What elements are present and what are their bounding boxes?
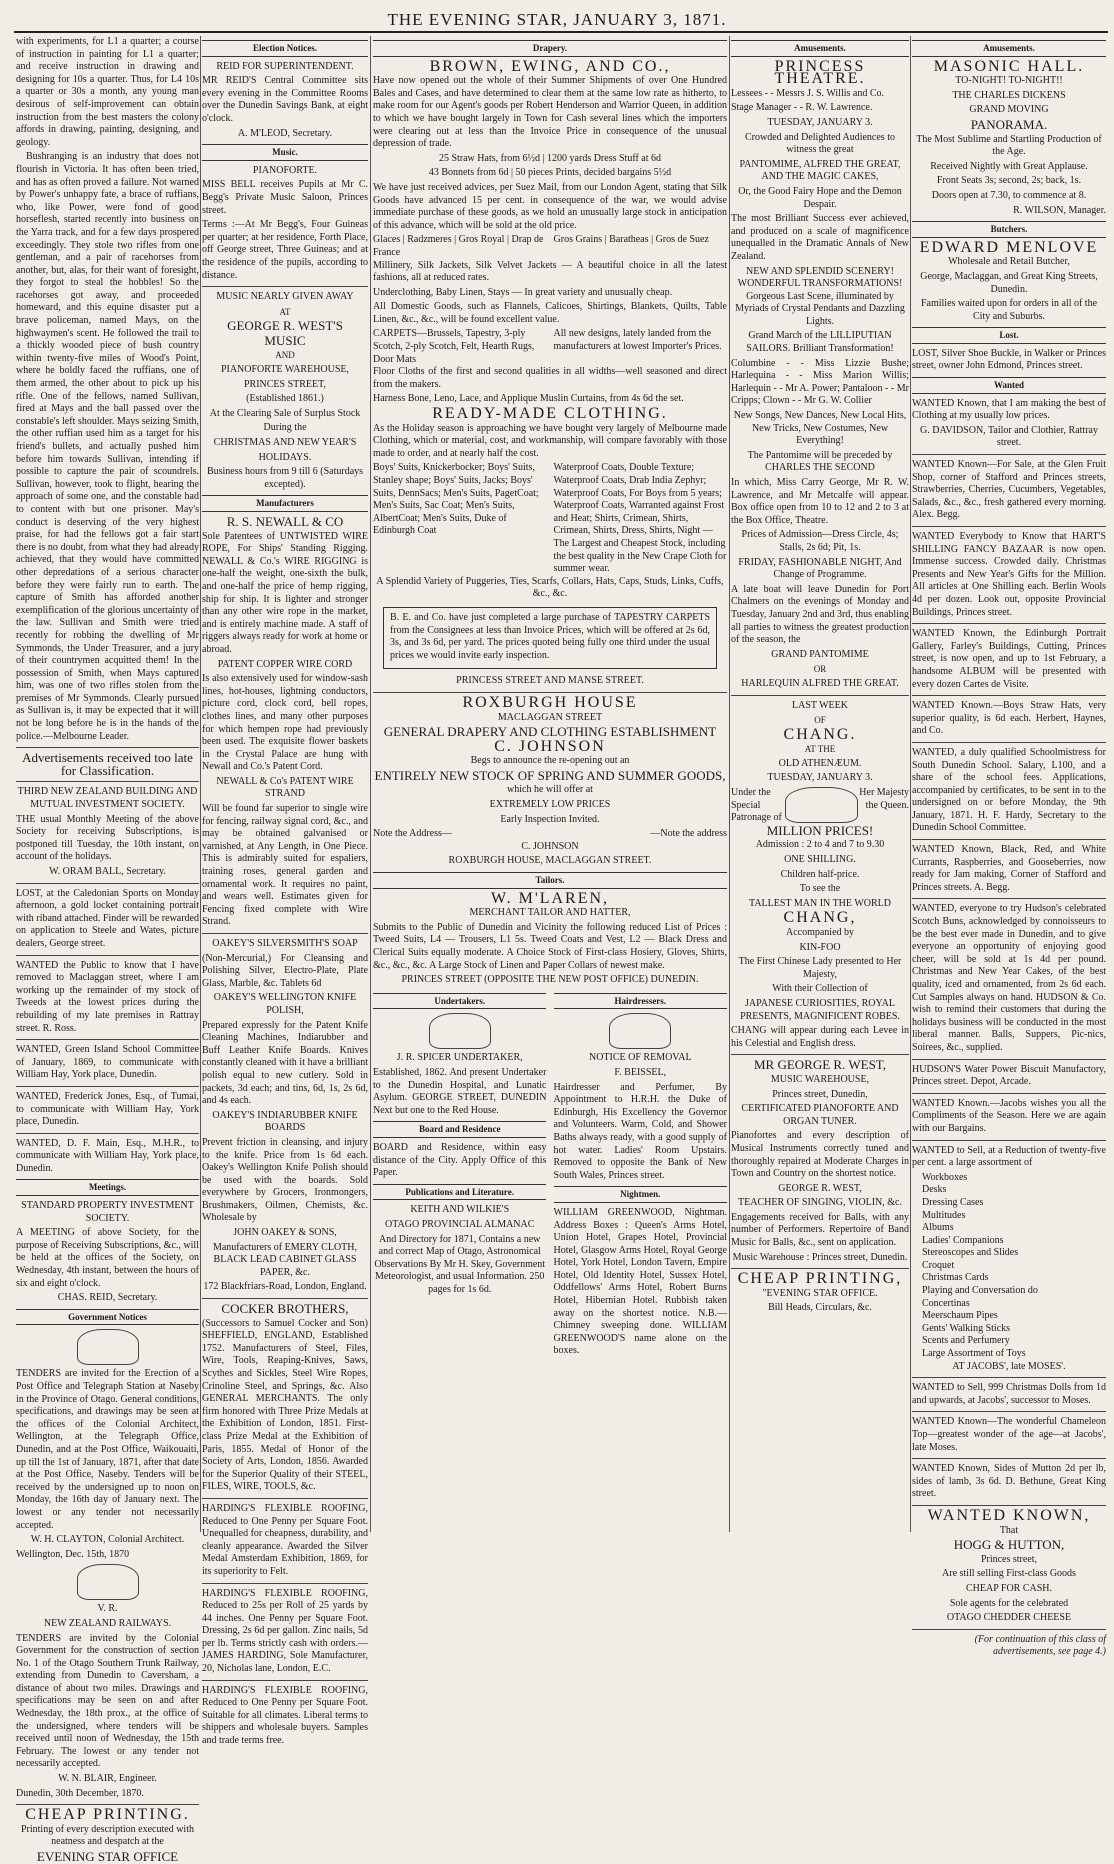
ad-text: The Most Sublime and Startling Production of the Age. [916, 133, 1102, 158]
column-3 [373, 36, 727, 1532]
ad-text: WANTED the Public to know that I have removed to Maclaggan street, where I am working up the remainder of my stock of Tweeds at the lowest prices during the rebuilding of my late premises in Rattray street. R. Ross. [16, 959, 199, 1034]
divider [202, 933, 368, 934]
suits-list [373, 462, 727, 575]
ad-date: Dunedin, 30th December, 1870. [16, 1787, 144, 1799]
ad-heading: PIANOFORTE. [252, 164, 318, 176]
ad-heading: W. M'LAREN, [490, 889, 610, 907]
ad-text: (Established 1861.) [246, 393, 324, 405]
ad-text: WANTED, a duly qualified Schoolmistress for South Dunedin School. Salary, L100, and a share of the school fees. Applications, accompanied by certificates, to be sent in to the undersigned on or before Monday, the 9th January, 1871. H. F. Hardy, Secretary to the Dunedin School Committee. [912, 746, 1106, 834]
article-text: with experiments, for L1 a quarter; a course of instruction in painting for L1 a quarter; and receive instruction in drawing and designing for 10s a quarter. Thus, for L4 10s a quarter or 30s a month, any young man desirous of self-improvement can obtain instruction from the best masters the colony affords in drawing, painting, designing, and geology. [16, 36, 199, 148]
ad-heading: PANTOMIME, ALFRED THE GREAT, AND THE MAGIC CAKES, [739, 158, 901, 183]
ad-heading: R. S. NEWALL & CO [226, 514, 344, 529]
divider [912, 898, 1106, 899]
ad-text: LOST, at the Caledonian Sports on Monday afternoon, a gold locket containing portrait with riband attached. Finder will be rewarded on application to Steele and Wates, picture dealers, George street. [16, 887, 199, 949]
list-item: Playing and Conversation do [922, 1285, 1038, 1297]
ad-heading: PATENT COPPER WIRE CORD [217, 658, 353, 670]
ad-text: WANTED Everybody to Know that HART'S SHILLING FANCY BAZAAR is now open. Immense success. Crowded daily. Christmas Presents and New Year's Gifts for the Million. All articles at One Shilling each. Berlin Wools 4d per dozen. Look out, opposite Provincial Buildings, Princes street. [912, 531, 1106, 618]
ad-text: 25 Straw Hats, from 6½d | 1200 yards Dress Stuff at 6d [438, 152, 662, 164]
ad-heading: HARLEQUIN ALFRED THE GREAT. [741, 677, 899, 689]
ad-signature: G. DAVIDSON, Tailor and Clothier, Rattray street. [920, 424, 1098, 449]
ad-text: Crowded and Delighted Audiences to witness the great [745, 131, 895, 156]
ad-text: BOARD and Residence, within easy distance of the City. Apply Office of this Paper. [373, 1141, 547, 1179]
list-item: Multitudes [922, 1209, 966, 1221]
section-label: Wanted [912, 377, 1106, 394]
ad-text: LOST, Silver Shoe Buckle, in Walker or Princes street, owner John Edmond, Princes street. [912, 347, 1106, 372]
ad-text: Columbine - - Miss Lizzie Bushe; Harlequina - - Miss Marion Willis; Harlequin - - Mr A. Power; Pantaloon - - Mr Cripps; Clown - - Mr G. W. Collier [731, 357, 909, 407]
ad-heading: LAST WEEK [791, 699, 848, 711]
ad-text: Are still selling First-class Goods [942, 1568, 1076, 1580]
ad-heading: READY-MADE CLOTHING. [432, 405, 668, 423]
ad-footer: PRINCESS STREET AND MANSE STREET. [456, 675, 644, 687]
section-label: Drapery. [373, 40, 727, 57]
ad-text: WANTED Known, Black, Red, and White Currants, Raspberries, and Gooseberries, now ready for Jam making, Corner of Stafford and Princes streets. A. Begg. [912, 844, 1106, 893]
boxed-notice [383, 607, 717, 669]
divider [731, 1054, 909, 1055]
ad-text: Millinery, Silk Jackets, Silk Velvet Jackets — A beautiful choice in all the latest fashions, all at reduced rates. [373, 259, 727, 284]
ad-text: We have just received advices, per Suez Mail, from our London Agent, stating that Silk Goods have advanced 15 per cent. in consequence of the war, we would advise immediate purchase of these goods, as we hold an unusually large stock in anticipation of this advance, which will be sold at the old price. [373, 181, 727, 231]
ad-text: WANTED, Green Island School Committee of January, 1869, to communicate with William Hay, York place, Dunedin. [16, 1044, 199, 1081]
ad-text: Families waited upon for orders in all of the City and Suburbs. [920, 298, 1098, 322]
ad-text: Established, 1862. And present Undertaker to the Dunedin Hospital, and Lunatic Asylum. GEORGE STREET, DUNEDIN Next but one to the Red House. [373, 1066, 547, 1116]
ad-heading: EDWARD MENLOVE [919, 238, 1099, 256]
ad-text: WANTED Known—The wonderful Chameleon Top—greatest wonder of the age—at Jacobs', late Moses. [912, 1416, 1106, 1453]
ad-text: Lessees - - Messrs J. S. Willis and Co. [731, 87, 885, 99]
ad-text: Prevent friction in cleansing, and injury to the knife. Price from 1s 6d each. Oakey's Wellington Knife Polish should be used with the boards. Sold everywhere by Grocers, Ironmongers, Brushmakers, Oilmen, Chemists, &c. Wholesale by [202, 1136, 368, 1224]
ad-text: Or, the Good Fairy Hope and the Demon Despair. [738, 185, 902, 210]
ad-heading: MILLION PRICES! [766, 822, 874, 838]
divider [912, 623, 1106, 624]
ad-signature: R. WILSON, Manager. [1013, 204, 1106, 216]
divider [16, 883, 199, 884]
divider [912, 695, 1106, 696]
ad-heading: CHRISTMAS AND NEW YEAR'S [213, 437, 357, 449]
ad-heading: HOLIDAYS. [258, 451, 312, 463]
masthead [0, 0, 1114, 36]
divider [202, 1498, 368, 1499]
section-label: Hairdressers. [554, 993, 727, 1010]
ad-heading: PANORAMA. [970, 116, 1048, 132]
list-item: Dressing Cases [922, 1196, 984, 1208]
divider [16, 1039, 199, 1040]
divider [912, 526, 1106, 527]
masthead-rule [14, 31, 1108, 33]
ad-heading: THIRD NEW ZEALAND BUILDING AND MUTUAL INVESTMENT SOCIETY. [17, 786, 198, 811]
divider [912, 742, 1106, 743]
ad-text: AT THE [804, 744, 836, 755]
royal-crest-icon [77, 1329, 139, 1365]
column-divider [910, 36, 911, 1532]
ad-text: which he will offer at [507, 784, 593, 796]
ad-text: At the Clearing Sale of Surplus Stock [209, 407, 361, 419]
ad-text: HARDING'S FLEXIBLE ROOFING, Reduced to 25s per Roll of 25 yards by 44 inches. One Penny per Square Foot. Dressing, 2s 6d per gallon. Zinc nails, 5d per lb. Terms strictly cash with orders.—JAMES HARDING, Sole Manufacturer, 20, Nicholas lane, London, E.C. [202, 1587, 368, 1675]
ad-text: Printing of every description executed with neatness and despatch at the [20, 1823, 194, 1848]
ad-text: Admission : 2 to 4 and 7 to 9.30 [755, 839, 885, 851]
divider [912, 1059, 1106, 1060]
ad-text: Sole Patentees of UNTWISTED WIRE ROPE, For Ships' Standing Rigging. NEWALL & Co.'s WIRE RIGGING is one-half the weight, one-sixth the bulk, and one-half the price of hemp rigging, ship for ship. It is lighter and stronger than any other wire rope in the market, and is entirely machine made. A staff of riggers always ready for work at home or abroad. [202, 530, 368, 655]
divider [16, 1133, 199, 1134]
ad-text: All Domestic Goods, such as Flannels, Calicoes, Shirtings, Blankets, Quilts, Table Linen, &c., &c., will be found excellent value. [373, 301, 727, 325]
ad-text: With their Collection of [772, 983, 868, 995]
ad-text: (Successors to Samuel Cocker and Son) SHEFFIELD, ENGLAND, Established 1752. Manufacturers of Steel, Files, Wire, Tools, Reaping-Knives, Saws, Scythes and Sickles, Steel Wire Ropes, Crinoline Steel, and Springs, &c. Also GENERAL MERCHANTS. The only firm honored with Three Prize Medals at the Exhibition of London, 1851. First-class Prize Medal at the Exhibition of Paris, 1855. Medal of Honor of the Society of Arts, London, 1856. Awarded for the Superior Quality of their STEEL, FILES, WIRE, TOOLS, &c. [202, 1317, 368, 1493]
divider [912, 1458, 1106, 1459]
ad-text: A Splendid Variety of Puggeries, Ties, Scarfs, Collars, Hats, Caps, Studs, Links, Cuffs, &c., &c. [376, 575, 724, 600]
ad-signature: W. N. BLAIR, Engineer. [58, 1773, 157, 1785]
ad-text: CHANG will appear during each Levee in his Celestial and English dress. [731, 1025, 909, 1049]
ad-text: B. E. and Co. have just completed a large purchase of TAPESTRY CARPETS from the Consignees at less than Invoice Prices, which will be offered at 2s 6d, 3s, and 3s 6d, per yard. The prices quoted being fully one third under the usual prices we would invite early inspection. [390, 611, 710, 661]
ad-text: Grand March of the LILLIPUTIAN SAILORS. Brilliant Transformation! [746, 330, 894, 355]
ad-text: Prices of Admission—Dress Circle, 4s; Stalls, 2s 6d; Pit, 1s. [741, 529, 899, 553]
ad-text: Front Seats 3s; second, 2s; back, 1s. [936, 175, 1082, 187]
list-item: Workboxes [922, 1171, 968, 1183]
column-2 [202, 36, 368, 1747]
ad-text: WANTED, Frederick Jones, Esq., of Tumai, to communicate with William Hay, York place, Dunedin. [16, 1090, 199, 1128]
section-label: Nightmen. [554, 1186, 727, 1203]
ad-footer: PRINCES STREET (OPPOSITE THE NEW POST OFFICE) DUNEDIN. [401, 974, 699, 986]
ad-text: Princes street, [980, 1553, 1038, 1565]
ad-text: MISS BELL receives Pupils at Mr C. Begg's Private Music Saloon, Princes street. [202, 179, 368, 216]
ad-text: Wholesale and Retail Butcher, [948, 256, 1070, 268]
ad-footer: EVENING STAR OFFICE [36, 1849, 179, 1864]
ad-text: WANTED to Sell, 999 Christmas Dolls from 1d and upwards, at Jacobs', successor to Moses. [912, 1382, 1106, 1406]
ad-text: OF [814, 715, 826, 726]
bottom-left [373, 989, 546, 1360]
silk-list-right: Gros Grains | Baratheas | Gros de Suez [553, 234, 709, 246]
ad-heading: MASONIC HALL. [933, 57, 1085, 75]
carpet-list-right: All new designs, lately landed from the manufacturers at lowest Importer's Prices. [553, 328, 722, 353]
ad-text: WANTED Known, the Edinburgh Portrait Gallery, Farley's Buildings, Cutting, Princes street, is now open, and up to 1st February, a handsome ALBUM will be presented with every dozen Cartes de Visite. [912, 628, 1106, 690]
ad-text: 43 Bonnets from 6d | 50 pieces Prints, decided bargains 5½d [428, 167, 672, 179]
ad-text: A late boat will leave Dunedin for Port Chalmers on the evenings of Monday and Tuesday, January 2nd and 3rd, thus enabling all parties to witness the greatest production of the season, the [731, 583, 909, 646]
ad-heading: J. R. SPICER UNDERTAKER, [396, 1052, 523, 1064]
section-label: Meetings. [16, 1179, 199, 1196]
ad-text: A MEETING of above Society, for the purpose of Receiving Subscriptions, &c., will be held at the offices of the Society, on Wednesday, 4th instant, between the hours of six and eight o'clock. [16, 1227, 199, 1289]
divider [731, 1268, 909, 1269]
ad-text: Doors open at 7.30, to commence at 8. [931, 189, 1087, 201]
patronage [731, 787, 909, 825]
ad-signature: AT JACOBS', late MOSES'. [952, 1360, 1066, 1372]
divider [731, 695, 909, 696]
ad-text: MR REID'S Central Committee sits every evening in the Committee Rooms over the Dunedin Savings Bank, at eight o'clock. [202, 75, 368, 124]
bottom-sections [373, 989, 727, 1360]
vr-mark: V. R. [97, 1603, 118, 1615]
section-label: Board and Residence [373, 1121, 546, 1138]
ad-signature: W. ORAM BALL, Secretary. [49, 866, 166, 877]
ad-text: Harness Bone, Leno, Lace, and Applique Muslin Curtains, from 4s 6d the set. [373, 393, 684, 405]
ad-text: The Pantomime will be preceded by CHARLES THE SECOND [747, 449, 893, 474]
ad-heading: CHEAP PRINTING, [737, 1270, 903, 1288]
ad-text: Bill Heads, Circulars, &c. [768, 1302, 872, 1314]
divider [912, 1377, 1106, 1378]
patronage-right: Her Majesty the Queen. [859, 787, 909, 811]
list-item: Albums [922, 1222, 954, 1234]
section-label: Manufacturers [202, 495, 368, 512]
ad-text: TENDERS are invited for the Erection of a Post Office and Telegraph Station at Naseby in the Province of Otago. General conditions, specifications, and drawings may be seen at the offices of the Colonial Architect, Wellington, at the Telegraph Office, Dunedin, and at the Post Office, Waikouaiti, up till the 1st of January, 1871, after that date at the Post Office, Naseby. Tenders will be received by the undersigned up to noon on Monday, the 16th day of January next. The lowest or any tender not necessarily accepted. [16, 1368, 199, 1531]
list-item: Concertinas [922, 1297, 970, 1309]
ad-text: Begs to announce the re-opening out an [470, 755, 630, 767]
ad-heading: STANDARD PROPERTY INVESTMENT SOCIETY. [21, 1200, 194, 1224]
divider [912, 1411, 1106, 1412]
ad-text: WANTED, everyone to try Hudson's celebrated Scotch Buns, acknowledged by connoisseurs to be the best ever made in Dunedin, and to give everyone an opportunity of enjoying good cheer, will be sold at 1s 4d per pound. Christmas and New Year Cakes, of the best quality, iced and ornamented, from 2s 6d each. Cut Samples always on hand. HUDSON & Co. wish to remind their customers that during the holidays business will be conducted in the most liberal manner. Balls, Suppers, Pic-nics, Soirees, &c., supplied. [912, 903, 1106, 1053]
ad-heading: HOGG & HUTTON, [953, 1537, 1065, 1553]
ad-heading: OAKEY'S SILVERSMITH'S SOAP [212, 938, 358, 949]
ad-heading: TEACHER OF SINGING, VIOLIN, &c. [738, 1197, 902, 1209]
divider [202, 1298, 368, 1299]
ad-text: Children half-price. [780, 868, 860, 880]
ad-heading: CHANG, [783, 909, 857, 927]
ad-heading: REID FOR SUPERINTENDENT. [216, 60, 354, 72]
ad-text: Hairdresser and Perfumer, By Appointment to H.R.H. the Duke of Edinburgh, His Excellency the Governor and Volunteers. Warm, Cold, and Shower Baths always ready, with a good supply of hot water. Ladies' Room Upstairs. Removed to opposite the Bank of New South Wales, Princes street. [553, 1081, 727, 1181]
suits-list-right: Waterproof Coats, Double Texture; Waterproof Coats, Drab India Zephyr; Waterproof Coats, For Boys from 5 years; Waterproof Coats, Warranted against Frost and Heat; Shirts, Crimean, Shirts, Crimean, Shirts, Dress, Shirts, Night — The Largest and Cheapest Stock, including the best quality in the New Crape Cloth for summer wear. [553, 462, 727, 575]
divider [912, 454, 1106, 455]
note-right: —Note the address [650, 828, 727, 840]
list-item: Scents and Perfumery [922, 1335, 1010, 1347]
royal-crest-icon [785, 787, 858, 823]
list-item: Desks [922, 1184, 947, 1196]
ad-text: 172 Blackfriars-Road, London, England. [203, 1281, 367, 1293]
list-item: Ladies' Companions [922, 1234, 1004, 1246]
section-label: Butchers. [912, 221, 1106, 238]
section-label: Tailors. [373, 872, 727, 889]
section-label: Music. [202, 144, 368, 161]
ad-text: HARDING'S FLEXIBLE ROOFING, Reduced to One Penny per Square Foot. Unequalled for cheapness, durability, and cleanly appearance. Awarded the Silver Medal Amsterdam Exhibition, 1869, for its superiority to Felt. [202, 1502, 368, 1577]
section-label: Government Notices [16, 1309, 199, 1326]
ad-text: AT [279, 306, 291, 317]
ad-text: TUESDAY, JANUARY 3. [767, 772, 873, 784]
ad-text: Have now opened out the whole of their Summer Shipments of over One Hundred Bales and Cases, and have determined to clear them at the same low rate as hitherto, to make room for our Agent's goods per Robert Henderson and Warrior Queen, in addition to which we have bought largely in Town for Cash several lines which the importers were clearing out at less than the Invoice Price in consequence of the unusual depression of trade. [373, 75, 727, 150]
address-note [373, 828, 727, 841]
ad-heading: ENTIRELY NEW STOCK OF SPRING AND SUMMER GOODS, [374, 767, 726, 783]
ad-heading: MUSIC WAREHOUSE, [770, 1073, 870, 1085]
ad-heading: "EVENING STAR OFFICE. [762, 1287, 878, 1299]
ad-text: HUDSON'S Water Power Biscuit Manufactory, Princes street. Depot, Arcade. [912, 1063, 1106, 1088]
carpet-list-left: CARPETS—Brussels, Tapestry, 3-ply Scotch, 2-ply Scotch, Felt, Hearth Rugs, Door Mats [373, 328, 535, 365]
divider [16, 781, 199, 782]
section-label: Lost. [912, 327, 1106, 344]
ad-heading: GENERAL DRAPERY AND CLOTHING ESTABLISHMENT [383, 724, 717, 740]
ad-text: NEW AND SPLENDID SCENERY! WONDERFUL TRANSFORMATIONS! Gorgeous Last Scene, illuminated by Myriads of Crystal Pendants and Dazzling Lights. [735, 265, 905, 327]
ad-heading: NOTICE OF REMOVAL [588, 1052, 692, 1064]
ad-heading: PRINCESS THEATRE. [774, 57, 866, 88]
ad-text: WANTED Known.—Jacobs wishes you all the Compliments of the Season. Here we are again with our Bargains. [912, 1097, 1106, 1134]
column-divider [200, 36, 201, 1532]
section-label: Undertakers. [373, 993, 546, 1010]
ad-text: TENDERS are invited by the Colonial Government for the construction of section No. 1 of the Otago Southern Trunk Railway, extending from Dunedin to Caversham, a distance of about two miles. Drawings and specifications may be seen on and after Wednesday, the 18th prox., at the office of the undersigned, where tenders will be received until noon of Wednesday, the 15th February. The lowest or any tender not necessarily accepted. [16, 1632, 199, 1770]
ad-heading: GEORGE R. WEST, [778, 1182, 862, 1194]
ad-text: Business hours from 9 till 6 (Saturdays excepted). [206, 466, 364, 490]
list-item: Croquet [922, 1259, 955, 1271]
ad-text: Received Nightly with Great Applause. [930, 160, 1088, 172]
ad-heading: CHANG. [783, 725, 857, 743]
section-heading: Advertisements received too late for Classification. [22, 750, 193, 778]
section-label: Election Notices. [202, 40, 368, 57]
ad-text: WANTED, D. F. Main, Esq., M.H.R., to communicate with William Hay, York place, Dunedin. [16, 1137, 199, 1174]
article-text: Bushranging is an industry that does not flourish in Victoria. It has often been tried, and has as often proved a failure. Not warned by Power's unhappy fate, a brace of ruffians, who, like Power, were fond of good horseflesh, started recently into business on the Yarra track, and for a few days prospered exceedingly. They stole two rifles from one gentleman, and a pair of racehorses from another, but, alas, for their want of foresight, they forgot to steal the hobbles! So the racehorses got away, and proceeded homeward, and this equine disaster put a brave policeman, named Mays, on the highwaymen's scent. He followed the trail to a thickly wooded piece of bush country within twenty-five miles of Wood's Point, where he boldly faced the ruffians, one of them armed, the other about to pick up his rifle. One of the fellows, named Sullivan, fired at Mays and the ball passed over the constable's left shoulder. Mays seizing Smith, the other ruffian used him as a target for his friend's bullets, and actually pushed him before him towards Sullivan, intending if possible to capture the pair of scoundrels. Sullivan, however, took to flight, hearing the approach of some one, and the constable had to content with but one prisoner. May's conduct is deserving of the very highest praise, for had the fellows got a fair start there is no doubt, from what they had already achieved, that they would have committed other depredations of a serious character before they were fairly run to earth. The capture of Smith has afforded another exemplification of the glorious uncertainty of the law. Sullivan and Smith were tried recently for robbing the dwelling of Mr Symmonds, the Under Treasurer, and a jury of their countrymen acquitted them! In the possession of Smith, when Mays captured him, was one of two rifles stolen from the premises of Mr Symmonds. Clearly pursued as Sullivan is, it may be expected that it will not be long before he is in the hands of the police.—Melbourne Leader. [16, 151, 199, 742]
silk-list-left: Glaces | Radzmeres | Gros Royal | Drap de France [373, 234, 544, 258]
ad-text: Is also extensively used for window-sash lines, hot-houses, lightning conductors, picture cord, clock cord, bell ropes, clothes lines, and many other purposes for which hempen rope had previously been used. The exquisite flower baskets in the Crystal Palace are hung with Newall and Co.'s Patent Cord. [202, 673, 368, 773]
ad-heading: GEORGE R. WEST'S [227, 318, 343, 334]
ad-text: HARDING'S FLEXIBLE ROOFING, Reduced to One Penny per Square Foot. Suitable for all climates. Liberal terms to shippers and wholesale buyers. Samples and trade terms free. [202, 1684, 368, 1747]
continuation-note: (For continuation of this class of advertisements, see page 4.) [974, 1633, 1106, 1658]
ad-heading: OTAGO CHEDDER CHEESE [946, 1612, 1072, 1624]
divider [16, 747, 199, 748]
ad-text: WANTED to Sell, at a Reduction of twenty-five per cent. a large assortment of [912, 1144, 1106, 1169]
ad-text: Stage Manager - - R. W. Lawrence. [731, 102, 873, 114]
divider [912, 1629, 1106, 1630]
royal-crest-icon [609, 1013, 671, 1049]
silk-list [373, 234, 727, 259]
ad-text: AND [275, 350, 295, 361]
ad-heading: OTAGO PROVINCIAL ALMANAC [385, 1218, 535, 1230]
ad-heading: MR GEORGE R. WEST, [753, 1057, 887, 1073]
bottom-right [554, 989, 727, 1360]
ad-heading: FRIDAY, FASHIONABLE NIGHT, And Change of Programme. [738, 556, 902, 581]
ad-heading: PIANOFORTE WAREHOUSE, [220, 364, 350, 376]
ad-heading: NEW ZEALAND RAILWAYS. [43, 1617, 172, 1629]
ad-heading: EXTREMELY LOW PRICES [489, 799, 611, 811]
suits-list-left: Boys' Suits, Knickerbocker; Boys' Suits, Stanley shape; Boys' Suits, Jacks; Boys' Suits, DennSacs; Men's Suits, PagetCoat; Men's Suits, Sac Coat; Men's Suits, AlbertCoat; Men's Suits, Duke of Edinburgh Coat [373, 462, 539, 537]
divider [373, 692, 727, 693]
ad-text: OR [813, 664, 827, 675]
ad-heading: CHEAP FOR CASH. [965, 1582, 1053, 1594]
ad-heading: TUESDAY, JANUARY 3. [767, 116, 873, 128]
ad-text: Floor Cloths of the first and second qualities in all widths—well seasoned and direct from the makers. [373, 366, 727, 390]
section-label: Amusements. [912, 40, 1106, 57]
ad-heading: TALLEST MAN IN THE WORLD [749, 897, 891, 909]
patronage-left: Under the Special Patronage of [731, 787, 782, 824]
divider [16, 955, 199, 956]
column-5 [912, 36, 1106, 1658]
ad-heading: KEITH AND WILKIE'S [410, 1204, 510, 1216]
ad-text: Will be found far superior to single wire for fencing, railway signal cord, &c., and may be obtained galvanised or varnished, at Any Length, in One Piece. This is admirably suited for espaliers, training roses, general garden and ornamental work. It requires no paint, and wears well. Estimates given for Fencing fixed complete with Wire Strand. [202, 803, 368, 928]
ad-heading: JAPANESE CURIOSITIES, ROYAL PRESENTS, MAGNIFICENT ROBES. [740, 997, 900, 1022]
list-item: Large Assortment of Toys [922, 1348, 1026, 1360]
royal-crest-icon [429, 1013, 491, 1049]
list-item: Christmas Cards [922, 1272, 989, 1284]
ad-text: PRINCES STREET, [243, 378, 327, 390]
ad-text: The First Chinese Lady presented to Her Majesty, [738, 956, 902, 980]
ad-heading: WANTED KNOWN, [927, 1506, 1091, 1524]
list-item: Stereoscopes and Slides [922, 1247, 1019, 1259]
divider [16, 1804, 199, 1805]
ad-heading: BROWN, EWING, AND CO., [429, 57, 671, 75]
ad-date: Wellington, Dec. 15th, 1870 [16, 1548, 130, 1560]
ad-text: Underclothing, Baby Linen, Stays — In great variety and unusually cheap. [373, 286, 673, 298]
ad-text: C. JOHNSON [521, 840, 579, 852]
ad-heading: THE CHARLES DICKENS [952, 89, 1066, 101]
ad-text: As the Holiday season is approaching we have bought very largely of Melbourne made Clothing, which or material, cost, and workmanship, will compare favorably with those made to order, and at nearly half the cost. [373, 422, 727, 459]
ad-heading: OAKEY'S WELLINGTON KNIFE POLISH, [213, 992, 357, 1016]
ad-text: Terms :—At Mr Begg's, Four Guineas per quarter; at her residence, Forth Place, off George street, Three Guineas; and at the residence of the pupils, according to distance. [202, 219, 368, 281]
ad-heading: MUSIC NEARLY GIVEN AWAY [216, 291, 354, 303]
ad-text: To see the [799, 883, 841, 895]
ad-text: Prepared expressly for the Patent Knife Cleaning Machines, Indiarubber and Buff Leather Knife Boards. Knives constantly cleaned with it have a brilliant polish equal to new cutlery. Sold in packets, 3d each; and tins, 6d, 1s, 2s 6d, and 4s each. [202, 1019, 368, 1107]
column-4 [731, 36, 909, 1532]
ad-heading: ROXBURGH HOUSE [462, 693, 638, 711]
ad-text: Pianofortes and every description of Musical Instruments correctly tuned and thoroughly repaired at Moderate Charges in Town and Country on the shortest notice. [731, 1130, 909, 1180]
ad-heading: GRAND PANTOMIME [771, 648, 869, 660]
ad-signature: A. M'LEOD, Secretary. [237, 127, 333, 139]
divider [202, 1583, 368, 1584]
divider [202, 286, 368, 287]
ad-text: Engagements received for Balls, with any number of Performers. Repertoire of Band Music for Balls, &c., sent on application. [731, 1211, 909, 1249]
ad-heading: C. JOHNSON [494, 737, 606, 755]
ad-signature: W. H. CLAYTON, Colonial Architect. [30, 1534, 185, 1546]
ad-text: George, Maclaggan, and Great King Streets, Dunedin. [920, 270, 1098, 295]
ad-text: During the [263, 422, 307, 434]
section-label: Amusements. [731, 40, 909, 57]
column-divider [370, 36, 371, 1532]
ad-text: Music Warehouse : Princes street, Dunedin. [732, 1251, 908, 1263]
royal-crest-icon [77, 1564, 139, 1600]
ad-text: (Non-Mercurial,) For Cleansing and Polishing Silver, Electro-Plate, Plate Glass, Marble, &c. Tablets 6d [202, 952, 368, 989]
ad-text: Princes street, Dunedin, [772, 1088, 868, 1100]
ad-heading: MERCHANT TAILOR AND HATTER, [469, 907, 631, 919]
note-left: Note the Address— [373, 828, 452, 840]
divider [912, 1093, 1106, 1094]
ad-heading: OLD ATHENÆUM. [778, 757, 862, 769]
carpet-list [373, 328, 727, 366]
ad-heading: TO-NIGHT! TO-NIGHT!! [955, 75, 1063, 87]
divider [16, 1086, 199, 1087]
ad-heading: CHEAP PRINTING. [25, 1806, 190, 1824]
ad-text: And Directory for 1871, Contains a new and correct Map of Otago, Astronomical Observations By Mr H. Skey, Government Meteorologist, and usual Information. 250 pages for 1s 6d. [374, 1233, 546, 1295]
ad-heading: COCKER BROTHERS, [221, 1301, 349, 1317]
ad-heading: ONE SHILLING. [784, 854, 856, 866]
section-label: Publications and Literature. [373, 1184, 546, 1201]
ad-text: GRAND MOVING [969, 104, 1049, 116]
list-item: Meerschaum Pipes [922, 1310, 998, 1322]
column-divider [729, 36, 730, 1532]
ad-footer: ROXBURGH HOUSE, MACLAGGAN STREET. [448, 855, 652, 867]
ad-heading: JOHN OAKEY & SONS, [233, 1227, 337, 1239]
ad-text: Early Inspection Invited. [500, 813, 600, 825]
ad-text: The most Brilliant Success ever achieved, and produced on a scale of magnificence unequalled in the Dramatic Annals of New Zealand. [731, 213, 909, 262]
ad-text: Manufacturers of EMERY CLOTH, BLACK LEAD CABINET GLASS PAPER, &c. [212, 1241, 358, 1278]
ad-text: MACLAGGAN STREET [497, 711, 603, 723]
ad-text: WANTED Known—For Sale, at the Glen Fruit Shop, corner of Stafford and Princes streets, Strawberries, Cherries, Cucumbers, Vegetables, Salads, &c., &c., fresh gathered every morning. Alex. Begg. [912, 459, 1106, 521]
list-item: Gents' Walking Sticks [922, 1322, 1011, 1334]
ad-heading: MUSIC [264, 332, 306, 348]
ad-heading: KIN-FOO [799, 941, 841, 953]
page-title: THE EVENING STAR, JANUARY 3, 1871. [387, 10, 727, 29]
column-1 [16, 36, 199, 1864]
divider [912, 1505, 1106, 1506]
ad-text: In which, Miss Carry George, Mr R. W. Lawrence, and Mr Metcalfe will appear. Box office open from 10 to 12 and 2 to 3 at the Box Office, Theatre. [731, 477, 909, 526]
divider [202, 1680, 368, 1681]
ad-heading: F. BEISSEL, [614, 1066, 667, 1078]
ad-text: WILLIAM GREENWOOD, Nightman. Address Boxes : Queen's Arms Hotel, Union Hotel, Grapes Hotel, Provincial Hotel, Glasgow Arms Hotel, Royal George Hotel, York Hotel, London Tavern, Empire Hotel, Old Identity Hotel, Sussex Hotel, Oddfellows' Arms Hotel, Robert Burns Hotel, Hibernian Hotel. Rubbish taken away on the shortest notice. N.B.—Chimney sweeping done. WILLIAM GREENWOOD'S name alone on the boxes. [553, 1206, 727, 1357]
divider [912, 839, 1106, 840]
ad-text: New Songs, New Dances, New Local Hits, New Tricks, New Costumes, New Everything! [733, 410, 907, 447]
ad-heading: OAKEY'S INDIARUBBER KNIFE BOARDS [212, 1109, 358, 1134]
ad-text: WANTED Known.—Boys Straw Hats, very superior quality, is 6d each. Herbert, Haynes, and Co. [912, 700, 1106, 737]
jacobs-item-list [912, 1172, 1106, 1361]
divider [912, 1140, 1106, 1141]
ad-signature: CHAS. REID, Secretary. [57, 1292, 158, 1304]
ad-text: That [999, 1524, 1019, 1536]
ad-text: WANTED Known, that I am making the best of Clothing at my usually low prices. [912, 397, 1106, 422]
ad-text: Accompanied by [785, 927, 855, 938]
ad-text: Sole agents for the celebrated [949, 1597, 1069, 1609]
ad-text: THE usual Monthly Meeting of the above Society for receiving Subscriptions, is postponed till Tuesday, the 10th instant, on account of the holidays. [16, 813, 199, 863]
ad-heading: NEWALL & Co's PATENT WIRE STRAND [216, 775, 354, 800]
ad-text: Submits to the Public of Dunedin and Vicinity the following reduced List of Prices : Tweed Suits, L4 — Trousers, L1 5s. Tweed Coats and Vest, L2 — Black Dress and Clerical Suits equally moderate. A Choice Stock of First-class Hosiery, Gloves, Shirts, &c., &c., &c. A Large Stock of Linen and Paper Collars of newest make. [373, 921, 727, 971]
ad-text: WANTED Known, Sides of Mutton 2d per lb, sides of lamb, 3s 6d. D. Bethune, Great King street. [912, 1463, 1106, 1500]
ad-heading: CERTIFICATED PIANOFORTE AND ORGAN TUNER. [741, 1103, 899, 1127]
